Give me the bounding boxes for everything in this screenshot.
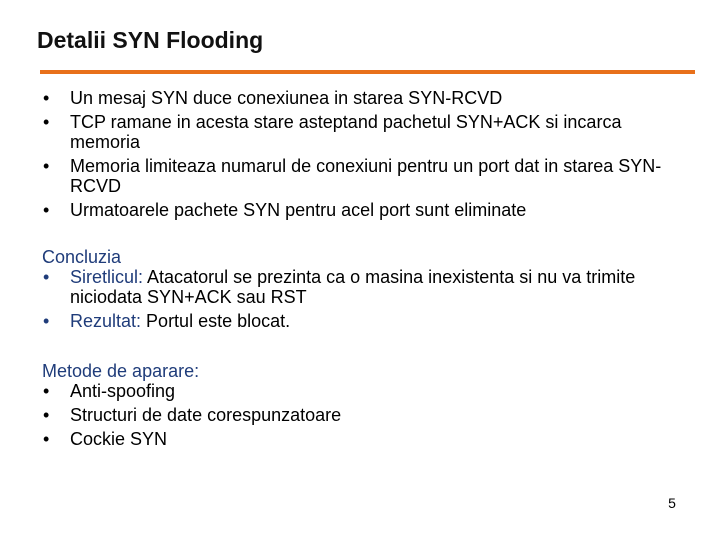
list-item-text: Urmatoarele pachete SYN pentru acel port sunt eliminate xyxy=(70,200,527,220)
bullet-icon: • xyxy=(43,267,50,287)
item-label: Siretlicul: xyxy=(70,267,144,287)
list-item xyxy=(42,200,682,220)
slide-title: Detalii SYN Flooding xyxy=(37,27,264,53)
list-item xyxy=(42,429,682,449)
section-defense-methods xyxy=(42,361,682,453)
list-item xyxy=(42,381,682,401)
bullet-icon: • xyxy=(43,405,50,425)
list-item-text: Cockie SYN xyxy=(70,429,168,449)
bullet-icon: • xyxy=(43,88,50,108)
list-item xyxy=(42,156,682,196)
list-item-text: Un mesaj SYN duce conexiunea in starea SYN-RCVD xyxy=(70,88,503,108)
bullet-icon: • xyxy=(43,311,50,331)
list-item-text: Anti-spoofing xyxy=(70,381,176,401)
list-item xyxy=(42,112,682,152)
bullet-icon: • xyxy=(43,200,50,220)
page-number: 5 xyxy=(668,495,676,511)
section-details xyxy=(42,88,682,224)
list-item xyxy=(42,267,682,307)
list-item-text: Structuri de date corespunzatoare xyxy=(70,405,342,425)
item-label: Rezultat: xyxy=(70,311,142,331)
section-heading-conclusion: Concluzia xyxy=(42,247,122,267)
list-item xyxy=(42,311,682,331)
list-item-text: TCP ramane in acesta stare asteptand pachetul SYN+ACK si incarca memoria xyxy=(70,112,622,152)
section-heading-defense: Metode de aparare: xyxy=(42,361,200,381)
section-conclusion xyxy=(42,247,682,335)
list-item xyxy=(42,405,682,425)
list-item-text: Portul este blocat. xyxy=(141,311,291,331)
bullet-icon: • xyxy=(43,112,50,132)
bullet-icon: • xyxy=(43,381,50,401)
bullet-icon: • xyxy=(43,156,50,176)
bullet-icon: • xyxy=(43,429,50,449)
list-item-text: Memoria limiteaza numarul de conexiuni pentru un port dat in starea SYN-RCVD xyxy=(70,156,662,196)
list-item xyxy=(42,88,682,108)
title-divider xyxy=(40,70,695,74)
list-item-text: Atacatorul se prezinta ca o masina inexistenta si nu va trimite niciodata SYN+ACK sau RST xyxy=(70,267,636,307)
